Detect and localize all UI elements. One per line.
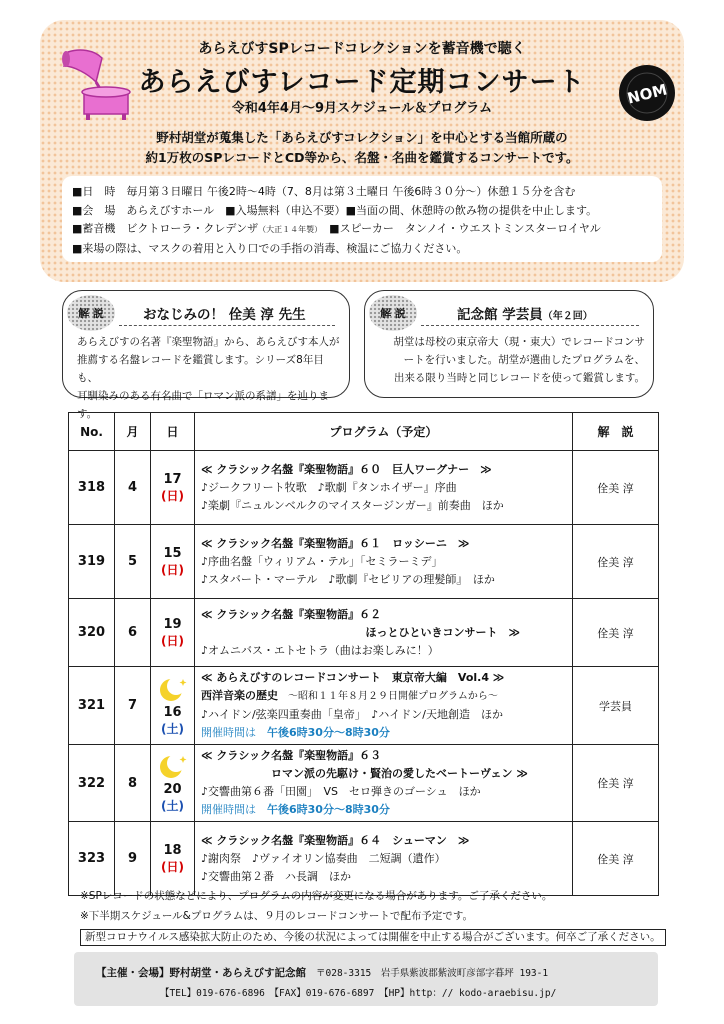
time-label: 開催時間は xyxy=(201,803,256,816)
footer-host-line xyxy=(96,964,548,980)
time-value: 午後6時30分～8時30分 xyxy=(267,726,390,739)
row-speaker: 佺美 淳 xyxy=(573,745,659,822)
day-of-week: (土) xyxy=(161,721,184,736)
program-subtitle-note: ～昭和１１年８月２９日開催プログラムから～ xyxy=(278,691,498,702)
note-line: ※下半期スケジュール&プログラムは、９月のレコードコンサートで配布予定です。 xyxy=(80,910,473,922)
intro-text xyxy=(40,128,684,168)
speaker-title-note: （年２回） xyxy=(542,311,593,322)
info-gramophone-year: （大正１４年製） xyxy=(258,225,319,234)
time-label: 開催時間は xyxy=(201,726,256,739)
row-day xyxy=(151,525,195,599)
speaker-title-text: 記念館 学芸員 xyxy=(457,307,543,323)
table-row xyxy=(69,525,659,599)
row-no: 318 xyxy=(69,451,115,525)
speaker-title xyxy=(457,303,593,323)
header-panel xyxy=(40,20,684,282)
row-speaker: 佺美 淳 xyxy=(573,525,659,599)
intro-line: 野村胡堂が蒐集した「あらえびすコレクション」を中心とする当館所蔵の xyxy=(156,130,568,145)
speaker-line: 耳馴染みのある有名曲で「ロマン派の系譜」を辿ります。 xyxy=(77,390,329,420)
program-series: ≪ クラシック名盤『楽聖物語』６１ ロッシーニ ≫ xyxy=(201,536,470,550)
intro-line: 約1万枚のSPレコードとCD等から、名盤・名曲を鑑賞するコンサートです。 xyxy=(145,150,579,165)
table-row xyxy=(69,667,659,745)
row-program xyxy=(195,451,573,525)
record-logo-text: NOM xyxy=(625,80,669,108)
page-title: あらえびすレコード定期コンサート xyxy=(138,67,586,98)
col-header-no: No. xyxy=(69,413,115,451)
covid-notice: 新型コロナウイルス感染拡大防止のため、今後の状況によっては開催を中止する場合がございます。何卒ご了承ください。 xyxy=(80,929,666,946)
record-logo xyxy=(618,64,676,122)
row-month: 5 xyxy=(115,525,151,599)
row-program xyxy=(195,599,573,667)
speaker-box-right xyxy=(364,290,654,398)
info-notice: ■来場の際は、マスクの着用と入り口での手指の消毒、検温にご協力ください。 xyxy=(72,241,468,255)
speaker-line: ートを行いました。胡堂が選曲したプログラムを、 xyxy=(403,354,645,366)
program-table xyxy=(68,412,659,896)
row-program xyxy=(195,745,573,822)
speaker-line: 出来る限り当時と同じレコードを使って鑑賞します。 xyxy=(393,372,645,384)
program-series: ≪ クラシック名盤『楽聖物語』６４ シューマン ≫ xyxy=(201,833,470,847)
col-header-speaker: 解 説 xyxy=(573,413,659,451)
table-row xyxy=(69,745,659,822)
row-day xyxy=(151,745,195,822)
footer-host: 【主催・会場】野村胡堂・あらえびす記念館 xyxy=(96,967,306,979)
day-number: 19 xyxy=(163,616,182,632)
col-header-month: 月 xyxy=(115,413,151,451)
program-piece: ♪交響曲第２番 ハ長調 ほか xyxy=(201,869,352,883)
table-row xyxy=(69,451,659,525)
info-gramophone: ■蓄音機 ビクトローラ・クレデンザ xyxy=(72,222,259,235)
info-speaker: ■スピーカー タンノイ・ウエストミンスターロイヤル xyxy=(318,222,601,235)
program-piece: ♪交響曲第６番「田園」 VS セロ弾きのゴーシュ ほか xyxy=(201,785,481,798)
crescent-moon-icon xyxy=(157,675,189,703)
row-month: 9 xyxy=(115,822,151,896)
row-no: 323 xyxy=(69,822,115,896)
event-info-box xyxy=(62,176,662,262)
row-speaker: 学芸員 xyxy=(573,667,659,745)
speaker-title: おなじみの！ 佺美 淳 先生 xyxy=(143,307,306,323)
speaker-box-left xyxy=(62,290,350,420)
notes xyxy=(80,886,666,947)
program-series: ≪ クラシック名盤『楽聖物語』６３ xyxy=(201,749,382,762)
col-header-program: プログラム（予定） xyxy=(195,413,573,451)
speaker-line: あらえびすの名著『楽聖物語』から、あらえびす本人が xyxy=(77,336,340,348)
header-subtitle: あらえびすSPレコードコレクションを蓄音機で聴く xyxy=(198,41,526,57)
day-number: 17 xyxy=(163,471,182,487)
footer-address: 〒028-3315 岩手県紫波郡紫波町彦部字暮坪 193-1 xyxy=(316,968,549,979)
program-title: 西洋音楽の歴史 xyxy=(201,689,278,702)
row-month: 4 xyxy=(115,451,151,525)
day-number: 16 xyxy=(163,704,182,720)
day-number: 20 xyxy=(163,782,182,797)
row-speaker: 佺美 淳 xyxy=(573,451,659,525)
info-equipment xyxy=(72,220,652,240)
program-title: ほっとひといきコンサート ≫ xyxy=(365,625,520,639)
day-number: 18 xyxy=(163,842,182,858)
table-row xyxy=(69,599,659,667)
program-piece: ♪オムニバス・エトセトラ（曲はお楽しみに！） xyxy=(201,643,439,657)
program-title: ロマン派の先駆け・賢治の愛したベートーヴェン ≫ xyxy=(271,767,528,780)
table-row xyxy=(69,822,659,896)
row-no: 320 xyxy=(69,599,115,667)
row-no: 322 xyxy=(69,745,115,822)
row-speaker: 佺美 淳 xyxy=(573,599,659,667)
info-datetime: ■日 時 毎月第３日曜日 午後2時～4時（7、8月は第３土曜日 午後6時３０分～）休憩１５分を含む xyxy=(72,185,576,198)
info-venue: ■会 場 あらえびすホール ■入場無料（申込不要）■当面の間、休憩時の飲み物の提供を中止します。 xyxy=(72,203,598,217)
row-month: 6 xyxy=(115,599,151,667)
footer xyxy=(74,952,658,1006)
program-series: ≪ クラシック名盤『楽聖物語』６２ xyxy=(201,607,382,621)
program-piece: ♪楽劇『ニュルンベルクのマイスタージンガー』前奏曲 ほか xyxy=(201,498,504,512)
row-program xyxy=(195,667,573,745)
day-of-week: (土) xyxy=(161,799,184,813)
day-of-week: (日) xyxy=(161,859,184,874)
row-day xyxy=(151,599,195,667)
program-piece: ♪謝肉祭 ♪ヴァイオリン協奏曲 二短調（遺作） xyxy=(201,851,446,865)
program-series: ≪ あらえびすのレコードコンサート 東京帝大編 Vol.4 ≫ xyxy=(201,671,505,684)
row-day xyxy=(151,451,195,525)
row-program xyxy=(195,822,573,896)
program-time xyxy=(201,801,566,819)
commentary-badge: 解 説 xyxy=(369,295,417,331)
speaker-description xyxy=(379,333,645,387)
program-piece: ♪ジークフリート牧歌 ♪歌劇『タンホイザー』序曲 xyxy=(201,480,457,494)
crescent-moon-icon xyxy=(157,752,189,780)
day-number: 15 xyxy=(163,545,182,561)
row-month: 8 xyxy=(115,745,151,822)
program-piece: ♪序曲名盤「ウィリアム・テル」「セミラーミデ」 xyxy=(201,554,443,568)
row-no: 321 xyxy=(69,667,115,745)
row-speaker: 佺美 淳 xyxy=(573,822,659,896)
row-no: 319 xyxy=(69,525,115,599)
row-day xyxy=(151,667,195,745)
day-of-week: (日) xyxy=(161,488,184,503)
commentary-badge: 解 説 xyxy=(67,295,115,331)
row-month: 7 xyxy=(115,667,151,745)
speaker-description xyxy=(77,333,341,423)
schedule-subtitle: 令和4年4月～9月スケジュール＆プログラム xyxy=(231,101,493,116)
dashed-divider xyxy=(119,325,335,326)
day-of-week: (日) xyxy=(161,633,184,648)
row-day xyxy=(151,822,195,896)
row-program xyxy=(195,525,573,599)
speaker-line: 胡堂は母校の東京帝大（現・東大）でレコードコンサ xyxy=(393,336,645,348)
table-header-row xyxy=(69,413,659,451)
note-line: ※SPレコードの状態などにより、プログラムの内容が変更になる場合があります。ご了承ください。 xyxy=(80,890,553,902)
footer-contact: 【TEL】019-676-6896 【FAX】019-676-6897 【HP】http：// kodo-araebisu.jp/ xyxy=(160,988,557,999)
dashed-divider xyxy=(421,325,639,326)
program-time xyxy=(201,724,566,742)
program-piece: ♪ハイドン/弦楽四重奏曲「皇帝」 ♪ハイドン/天地創造 ほか xyxy=(201,708,503,721)
col-header-day: 日 xyxy=(151,413,195,451)
day-of-week: (日) xyxy=(161,562,184,577)
speaker-line: 推薦する名盤レコードを鑑賞します。シリーズ8年目も、 xyxy=(77,354,324,384)
program-series: ≪ クラシック名盤『楽聖物語』６０ 巨人ワーグナー ≫ xyxy=(201,462,492,476)
time-value: 午後6時30分～8時30分 xyxy=(267,803,390,816)
program-piece: ♪スタバート・マーテル ♪歌劇『セビリアの理髪師』 ほか xyxy=(201,572,495,586)
program-subtitle xyxy=(201,687,566,706)
